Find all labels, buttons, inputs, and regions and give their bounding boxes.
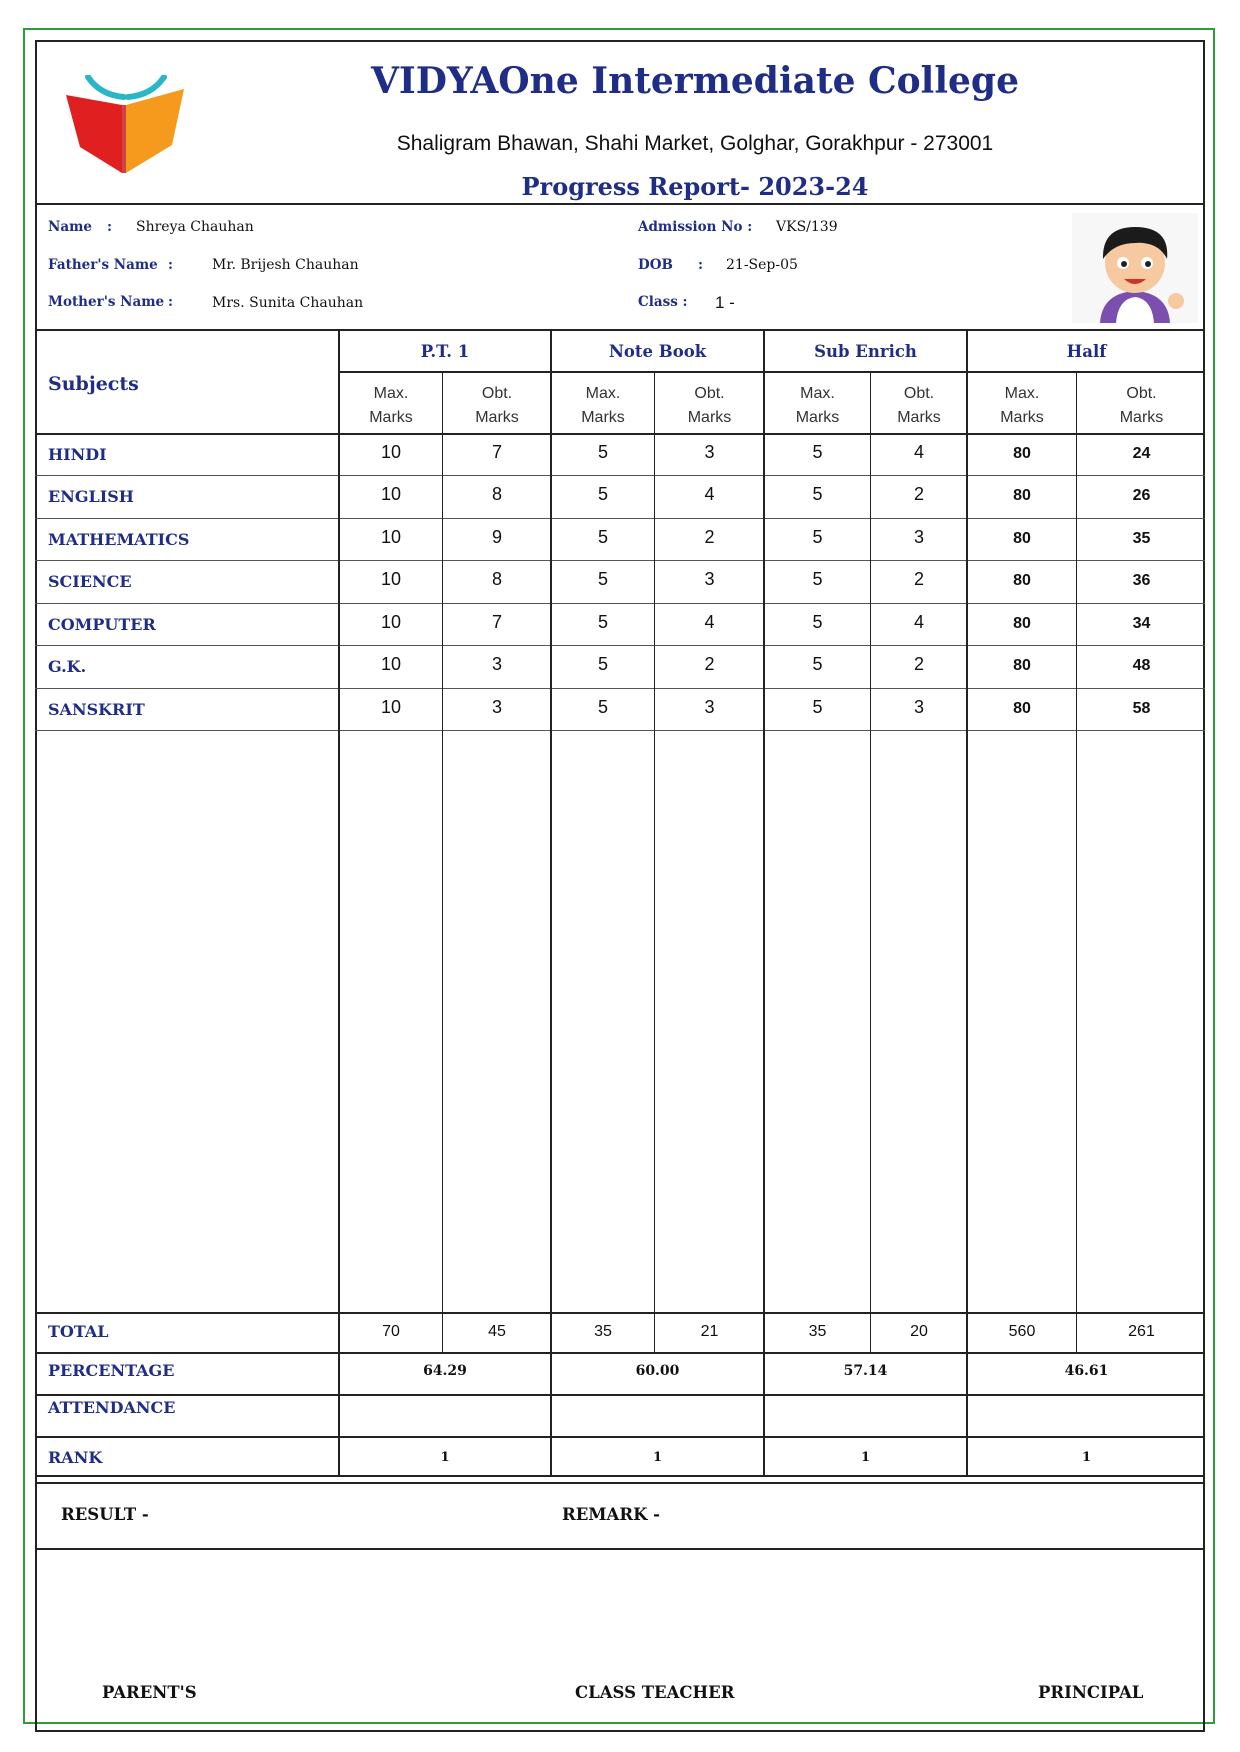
mark-cell: 5 [597,527,608,547]
father-colon: : [168,257,173,273]
mark-cell: 2 [704,654,715,674]
header-line-1: Max. [585,385,621,402]
total-cell: 560 [1008,1323,1036,1340]
total-top-border [35,1312,1205,1314]
total-cell: 35 [594,1323,612,1340]
inner-border [35,40,1205,1732]
admission-no: VKS/139 [776,219,838,235]
mark-cell: 36 [1132,572,1151,589]
rank-cell: 1 [652,1450,663,1465]
header-line-2: Marks [1000,409,1044,426]
subcol-divider [654,371,655,1353]
mark-cell: 5 [812,484,823,504]
total-cell: 70 [382,1323,400,1340]
subcol-divider [442,371,443,1353]
header-bottom-border [35,433,1205,435]
row-divider [35,688,1205,689]
mark-cell: 5 [812,527,823,547]
mark-cell: 10 [380,527,402,547]
dob-colon: : [698,257,703,273]
header-line-2: Marks [897,409,941,426]
row-divider [35,730,1205,731]
mark-cell: 2 [704,527,715,547]
rank-bottom-border [35,1475,1205,1477]
header-line-2: Marks [581,409,625,426]
college-name: VIDYAOne Intermediate College [370,60,1020,102]
mark-cell: 80 [1013,572,1031,589]
mark-cell: 5 [812,612,823,632]
row-divider [35,518,1205,519]
row-divider [35,475,1205,476]
subject-name: ENGLISH [48,487,134,506]
mark-cell: 10 [380,654,402,674]
percentage-top-border [35,1352,1205,1354]
mark-cell: 9 [491,527,502,547]
total-cell: 261 [1128,1323,1155,1340]
name-colon: : [107,219,112,235]
mark-cell: 5 [597,612,608,632]
mark-cell: 5 [597,442,608,462]
mark-cell: 4 [913,612,924,632]
header-line-1: Obt. [481,385,513,402]
total-cell: 45 [488,1323,506,1340]
obt-marks-header [444,382,550,430]
subcol-divider [1076,371,1077,1353]
percentage-cell: 60.00 [635,1363,680,1379]
max-marks-header [552,382,654,430]
header-line-1: Max. [800,385,835,402]
percentage-cell: 64.29 [423,1363,467,1379]
obt-marks-header [872,382,966,430]
percentage-cell: 46.61 [1064,1363,1109,1379]
mark-cell: 3 [913,697,924,717]
header-line-1: Max. [1004,385,1040,402]
group-header-sub-enrich: Sub Enrich [814,342,917,361]
percentage-cell: 57.14 [843,1363,888,1379]
subject-name: SCIENCE [48,572,132,591]
header-line-1: Obt. [694,385,725,402]
mark-cell: 5 [812,442,823,462]
name-label: Name [48,219,92,235]
result-label: RESULT - [61,1505,149,1524]
dob-label: DOB [638,257,673,273]
mother-name: Mrs. Sunita Chauhan [212,295,364,311]
mother-colon: : [168,294,173,310]
mark-cell: 80 [1013,700,1031,717]
mark-cell: 8 [491,569,502,589]
college-address: Shaligram Bhawan, Shahi Market, Golghar, Gorakhpur - 273001 [396,132,994,155]
mark-cell: 26 [1132,487,1151,504]
attendance-top-border [35,1394,1205,1396]
mark-cell: 5 [812,697,823,717]
header-line-1: Obt. [1126,385,1157,402]
mark-cell: 35 [1132,530,1151,547]
mark-cell: 5 [812,569,823,589]
subcol-divider [870,371,871,1353]
result-bottom-border [35,1548,1205,1550]
mark-cell: 5 [597,484,608,504]
mark-cell: 24 [1132,445,1151,462]
subject-name: G.K. [48,657,87,676]
total-cell: 21 [700,1323,719,1340]
header-line-2: Marks [1119,409,1164,426]
row-divider [35,560,1205,561]
mark-cell: 4 [913,442,924,462]
student-avatar-icon [1072,213,1198,323]
mark-cell: 34 [1132,615,1151,632]
row-divider [35,645,1205,646]
mark-cell: 10 [380,697,402,717]
table-top-border [35,329,1205,331]
total-cell: 20 [910,1323,928,1340]
mark-cell: 3 [704,569,715,589]
mark-cell: 10 [380,442,402,462]
mark-cell: 2 [913,484,924,504]
mark-cell: 58 [1132,700,1151,717]
mark-cell: 3 [704,442,715,462]
total-cell: 35 [808,1323,827,1340]
mark-cell: 4 [704,484,715,504]
mark-cell: 5 [597,654,608,674]
group-header-half: Half [1066,342,1107,361]
mark-cell: 8 [491,484,502,504]
attendance-label: ATTENDANCE [48,1398,176,1417]
obt-marks-header [1078,382,1205,430]
group-header-pt1: P.T. 1 [420,342,470,361]
result-top-border [35,1482,1205,1484]
mark-cell: 3 [913,527,924,547]
student-name: Shreya Chauhan [136,219,254,235]
header-line-1: Obt. [903,385,935,402]
mark-cell: 7 [491,442,502,462]
class-value: 1 - [715,293,735,312]
mark-cell: 7 [491,612,502,632]
header-line-2: Marks [687,409,732,426]
rank-label: RANK [48,1448,103,1467]
admission-label: Admission No : [638,219,753,235]
rank-cell: 1 [860,1450,871,1465]
remark-label: REMARK - [562,1505,661,1524]
rank-top-border [35,1436,1205,1438]
mark-cell: 3 [491,654,502,674]
class-label: Class : [638,294,688,310]
principal-signature-label: PRINCIPAL [1038,1683,1144,1702]
mark-cell: 3 [491,697,502,717]
header-line-1: Max. [373,385,409,402]
percentage-label: PERCENTAGE [48,1361,175,1380]
mark-cell: 4 [704,612,715,632]
subject-name: COMPUTER [48,615,156,634]
subjects-header: Subjects [48,373,139,395]
dob-value: 21-Sep-05 [726,257,798,273]
max-marks-header [340,382,442,430]
mark-cell: 2 [913,654,924,674]
header-divider [35,203,1205,205]
header-line-2: Marks [369,409,413,426]
mark-cell: 48 [1132,657,1151,674]
rank-cell: 1 [1081,1450,1092,1465]
mark-cell: 2 [913,569,924,589]
mark-cell: 80 [1013,530,1031,547]
mark-cell: 80 [1013,657,1031,674]
report-title: Progress Report- 2023-24 [521,172,869,201]
max-marks-header [968,382,1076,430]
parents-signature-label: PARENT'S [102,1683,197,1702]
mark-cell: 10 [380,484,402,504]
mark-cell: 10 [380,612,402,632]
mark-cell: 10 [380,569,402,589]
class-teacher-signature-label: CLASS TEACHER [575,1683,735,1702]
rank-cell: 1 [440,1450,450,1465]
max-marks-header [765,382,870,430]
header-line-2: Marks [795,409,840,426]
mother-label: Mother's Name [48,294,165,310]
mark-cell: 80 [1013,615,1031,632]
father-name: Mr. Brijesh Chauhan [212,257,359,273]
total-label: TOTAL [48,1322,109,1341]
group-header-notebook: Note Book [608,342,707,361]
subject-name: HINDI [48,445,107,464]
row-divider [35,603,1205,604]
mark-cell: 5 [812,654,823,674]
open-book-logo-icon [60,75,192,175]
mark-cell: 3 [704,697,715,717]
mark-cell: 5 [597,569,608,589]
mark-cell: 5 [597,697,608,717]
subject-name: MATHEMATICS [48,530,190,549]
mark-cell: 80 [1013,445,1031,462]
header-line-2: Marks [475,409,519,426]
mark-cell: 80 [1013,487,1031,504]
father-label: Father's Name [48,257,158,273]
subject-name: SANSKRIT [48,700,145,719]
obt-marks-header [656,382,763,430]
